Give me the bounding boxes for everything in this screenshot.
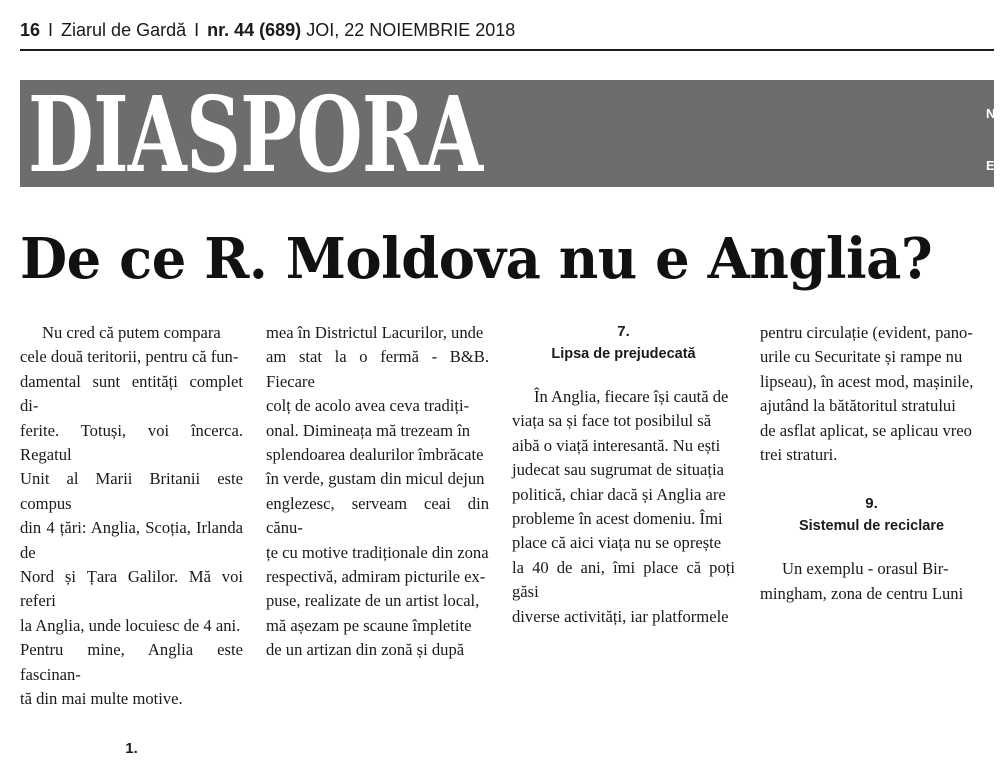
page-header (20, 20, 515, 41)
header-separator: I (48, 20, 54, 40)
text-line: Nu cred că putem compara (42, 323, 221, 342)
text-line: cele două teritorii, pentru că fun- (20, 347, 239, 367)
text-line: ferite. Totuși, voi încerca. Regatul (20, 420, 243, 465)
article-column-4 (760, 321, 983, 606)
text-line: de asflat aplicat, se aplicau vreo (760, 420, 972, 440)
banner-edge-text (986, 88, 1000, 192)
text-line: damental sunt entități complet di- (20, 371, 243, 416)
text-line: mingham, zona de centru Luni (760, 583, 964, 603)
text-line: la 40 de ani, îmi place că poți găsi (512, 557, 735, 602)
article-column-1 (20, 321, 243, 760)
text-line: place că aici viața nu se oprește (512, 533, 722, 553)
text-line: englezesc, serveam ceai din cănu- (266, 493, 489, 538)
page-number: 16 (20, 20, 41, 40)
text-line: lipseau), în acest mod, mașinile, (760, 371, 974, 391)
issue-number: nr. 44 (689) (207, 20, 302, 40)
text-line: trei straturi. (760, 445, 838, 465)
text-line: respectivă, admiram picturile ex- (266, 567, 486, 587)
text-line: splendoarea dealurilor îmbrăcate (266, 445, 484, 465)
section-banner (20, 73, 996, 196)
text-line: Un exemplu - orasul Bir- (782, 559, 949, 579)
text-line: diverse activități, iar platformele (512, 606, 729, 626)
text-line: mă așezam pe scaune împletite (266, 615, 472, 635)
article-headline: De ce R. Moldova nu e Anglia? (20, 226, 933, 292)
spacer (760, 537, 983, 557)
banner-edge-letter: E (986, 158, 995, 173)
header-rule (20, 49, 994, 51)
article-column-3 (512, 321, 735, 629)
section-title: DIASPORA (28, 73, 483, 196)
text-line: țe cu motive tradiționale din zona (266, 542, 489, 562)
text-line: colț de acolo avea ceva tradiți- (266, 396, 470, 416)
spacer (512, 365, 735, 385)
text-line: Pentru mine, Anglia este fascinan- (20, 640, 243, 684)
text-line: Nord și Țara Galilor. Mă voi referi (20, 567, 243, 611)
text-line: la Anglia, unde locuiesc de 4 ani. (20, 615, 241, 635)
text-line: aibă o viață interesantă. Nu ești (512, 435, 721, 455)
text-line: puse, realizate de un artist local, (266, 591, 480, 611)
text-line: ajutând la bătătoritul stratului (760, 396, 956, 416)
issue-date: JOI, 22 NOIEMBRIE 2018 (306, 20, 516, 40)
text-line: onal. Dimineața mă trezeam în (266, 420, 471, 440)
text-line: pentru circulație (evident, pano- (760, 323, 973, 342)
text-line: judecat sau sugrumat de situația (512, 460, 724, 480)
section-number: 1. (125, 739, 138, 757)
spacer (760, 467, 983, 493)
spacer (20, 712, 243, 738)
text-line: mea în Districtul Lacurilor, unde (266, 323, 484, 342)
article-column-2 (266, 321, 489, 663)
banner-edge-letter: N (986, 106, 996, 121)
section-title: Lipsa de prejudecată (551, 346, 696, 362)
header-separator: I (194, 20, 200, 40)
section-title: Sistemul de reciclare (798, 518, 945, 535)
text-line: în verde, gustam din micul dejun (266, 469, 485, 489)
section-number: 9. (865, 495, 878, 513)
publication-name: Ziarul de Gardă (61, 20, 187, 40)
text-line: probleme în acest domeniu. Îmi (512, 509, 723, 529)
section-number: 7. (617, 323, 630, 340)
text-line: de un artizan din zonă și după (266, 640, 465, 660)
text-line: urile cu Securitate și rampe nu (760, 347, 963, 367)
text-line: am stat la o fermă - B&B. Fiecare (266, 347, 489, 391)
text-line: În Anglia, fiecare își caută de (534, 387, 729, 406)
text-line: din 4 țări: Anglia, Scoția, Irlanda de (20, 518, 243, 562)
text-line: viața sa și face tot posibilul să (512, 411, 712, 431)
text-line: tă din mai multe motive. (20, 689, 183, 709)
text-line: Unit al Marii Britanii este compus (20, 469, 243, 513)
text-line: politică, chiar dacă și Anglia are (512, 484, 726, 504)
